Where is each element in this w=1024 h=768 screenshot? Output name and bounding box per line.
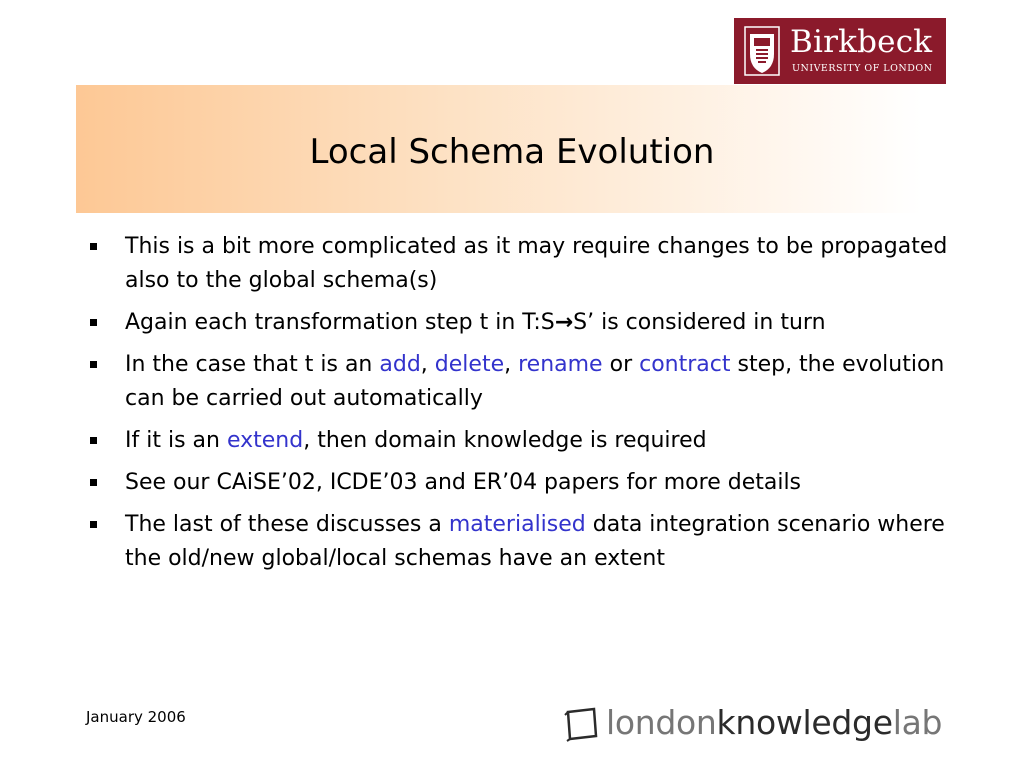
bullet-list — [88, 230, 958, 584]
keyword-contract: contract — [639, 352, 731, 377]
bullet-marker — [90, 319, 97, 326]
bullet-text: Again each transformation step t in T:S — [125, 310, 555, 335]
bullet-item — [88, 508, 958, 576]
keyword-extend: extend — [226, 428, 304, 453]
bullet-item — [88, 348, 958, 416]
bullet-text: , — [420, 352, 435, 377]
footer-date: January 2006 — [86, 708, 186, 726]
bullet-marker — [90, 361, 97, 368]
bullet-marker — [90, 479, 97, 486]
bullet-text: step, the evolution can be carried out automatically — [125, 352, 945, 411]
bullet-text: data integration scenario where the old/new global/local schemas have an extent — [125, 512, 945, 571]
lkl-square-icon — [564, 706, 600, 742]
bullet-marker — [90, 437, 97, 444]
birkbeck-name: Birkbeck — [790, 24, 933, 60]
bullet-text: , then domain knowledge is required — [303, 428, 707, 453]
keyword-rename: rename — [518, 352, 603, 377]
bullet-marker — [90, 521, 97, 528]
bullet-item — [88, 424, 958, 458]
keyword-add: add — [379, 352, 421, 377]
slide-title: Local Schema Evolution — [309, 132, 715, 172]
london-knowledge-lab-logo — [564, 700, 964, 748]
lkl-word-lab: lab — [892, 703, 943, 742]
bullet-marker — [90, 243, 97, 250]
bullet-text: If it is an — [125, 428, 227, 453]
lkl-word-knowledge: knowledge — [716, 703, 893, 742]
arrow-right-icon: → — [554, 310, 574, 335]
lkl-wordmark — [606, 702, 942, 744]
lkl-word-london: london — [606, 703, 717, 742]
bullet-text: In the case that t is an — [125, 352, 380, 377]
bullet-text: S’ is considered in turn — [573, 310, 826, 335]
bullet-text: See our CAiSE’02, ICDE’03 and ER’04 papers for more details — [125, 470, 802, 495]
bullet-text: or — [602, 352, 640, 377]
bullet-text: The last of these discusses a — [125, 512, 449, 537]
birkbeck-logo — [734, 18, 946, 84]
keyword-materialised: materialised — [448, 512, 586, 537]
bullet-text: , — [504, 352, 519, 377]
birkbeck-subtitle: UNIVERSITY OF LONDON — [792, 63, 933, 74]
bullet-item — [88, 466, 958, 500]
crest-icon — [744, 26, 780, 76]
bullet-item — [88, 306, 958, 340]
keyword-delete: delete — [434, 352, 505, 377]
bullet-text: This is a bit more complicated as it may require changes to be propagated also to the global schema(s) — [125, 234, 948, 293]
bullet-item — [88, 230, 958, 298]
